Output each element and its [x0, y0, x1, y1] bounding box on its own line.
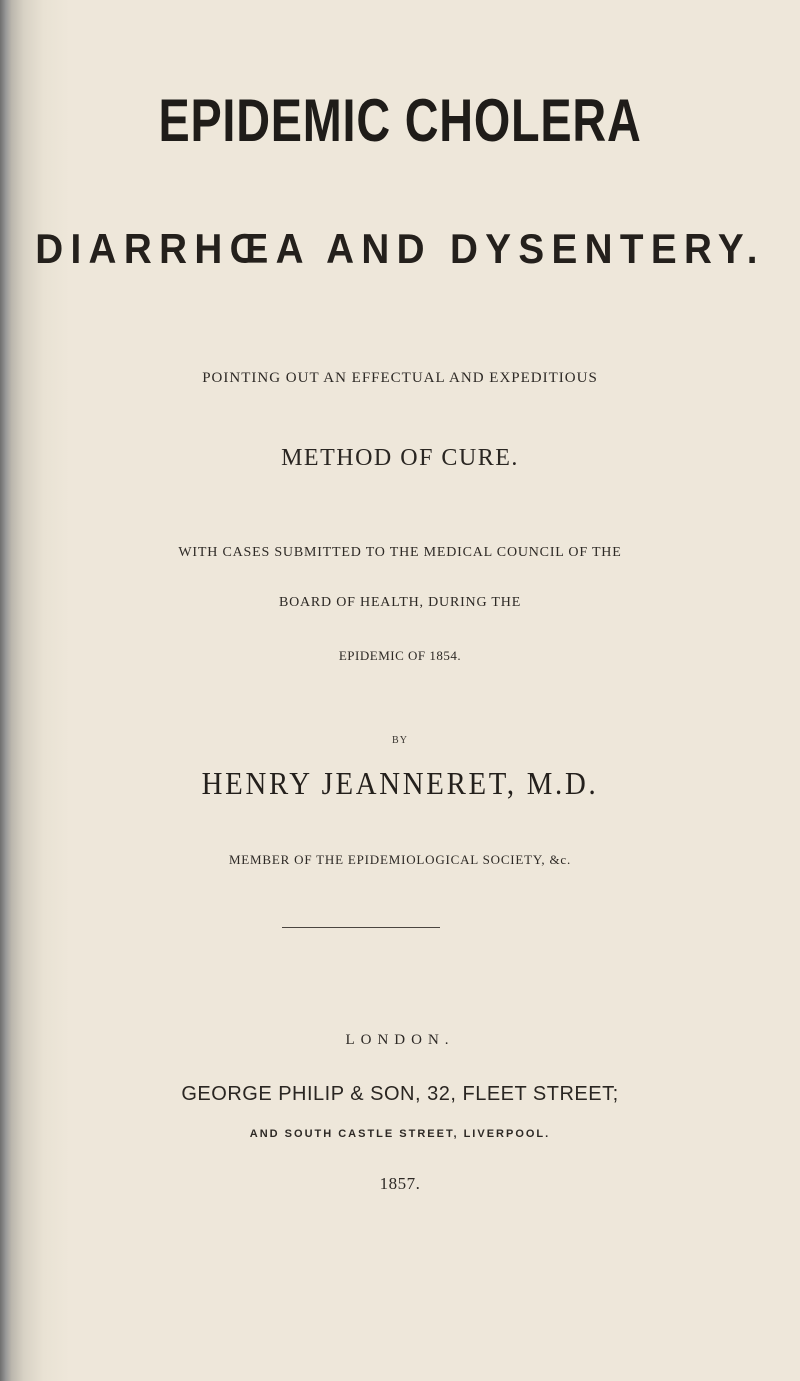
- imprint-publisher: GEORGE PHILIP & SON, 32, FLEET STREET;: [181, 1083, 619, 1105]
- divider-rule: [282, 927, 440, 928]
- imprint-city: LONDON.: [345, 1032, 455, 1048]
- by-label: BY: [392, 735, 408, 746]
- imprint-year: 1857.: [379, 1174, 421, 1193]
- pointing-out-line: POINTING OUT AN EFFECTUAL AND EXPEDITIOUS: [202, 370, 598, 386]
- cases-line-2: BOARD OF HEALTH, DURING THE: [278, 595, 522, 610]
- imprint-address: AND SOUTH CASTLE STREET, LIVERPOOL.: [249, 1128, 551, 1140]
- book-subtitle: DIARRHŒA AND DYSENTERY.: [35, 225, 765, 272]
- cases-line-1: WITH CASES SUBMITTED TO THE MEDICAL COUNCIL OF THE: [178, 545, 622, 560]
- book-title: EPIDEMIC CHOLERA: [158, 87, 642, 154]
- author-name: HENRY JEANNERET, M.D.: [201, 765, 599, 801]
- cases-line-3: EPIDEMIC OF 1854.: [338, 648, 462, 663]
- method-line: METHOD OF CURE.: [281, 445, 519, 471]
- author-membership: MEMBER OF THE EPIDEMIOLOGICAL SOCIETY, &c.: [228, 852, 572, 867]
